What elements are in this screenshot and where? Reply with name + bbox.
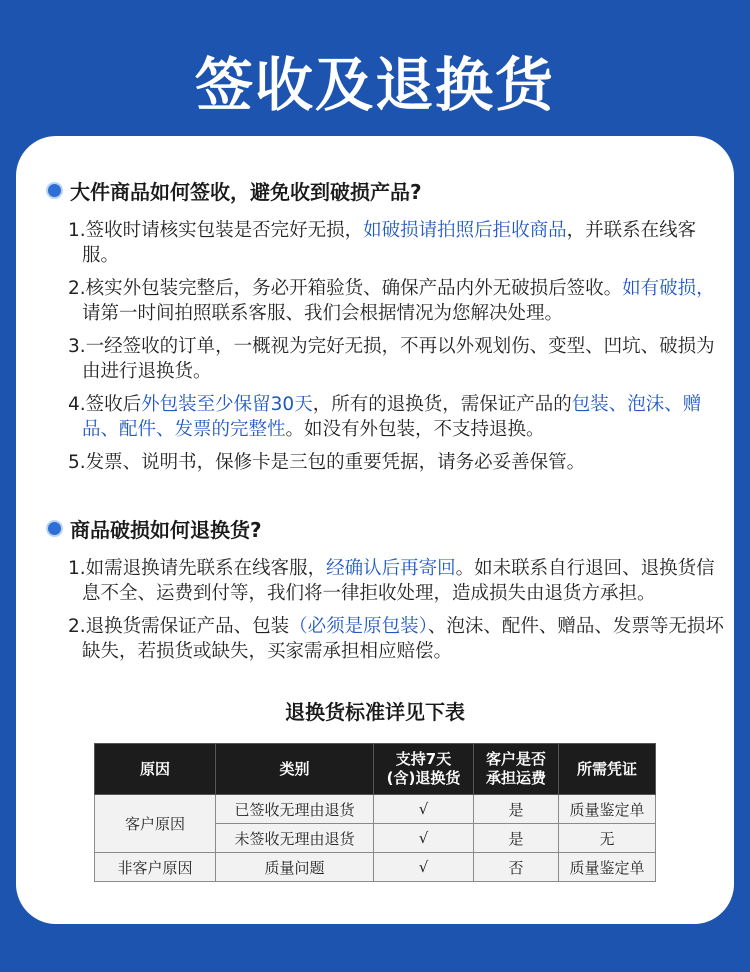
reason-cell: 非客户原因 [95,853,216,882]
support-cell: √ [374,824,474,853]
fee-cell: 是 [474,824,559,853]
table-row [95,853,656,882]
list-item: 2.核实外包装完整后，务必开箱验货、确保产品内外无破损后签收。如有破损，请第一时间拍照联系客服、我们会根据情况为您解决处理。 [68,278,715,324]
proof-cell: 质量鉴定单 [559,853,656,882]
table-header-row [95,744,656,795]
section-returns [46,514,726,672]
header-reason: 原因 [95,744,216,795]
list-item: 1.签收时请核实包装是否完好无损，如破损请拍照后拒收商品，并联系在线客服。 [68,220,697,266]
section-heading-text: 商品破损如何退换货? [70,518,262,542]
fee-cell: 是 [474,795,559,824]
category-cell: 未签收无理由退货 [216,824,374,853]
category-cell: 已签收无理由退货 [216,795,374,824]
support-cell: √ [374,853,474,882]
bullet-dot-icon [46,520,63,537]
fee-cell: 否 [474,853,559,882]
support-cell: √ [374,795,474,824]
list-item: 2.退换货需保证产品、包装（必须是原包装）、泡沫、配件、赠品、发票等无损坏缺失，若损货或缺失，买家需承担相应赔偿。 [68,616,724,662]
proof-cell: 无 [559,824,656,853]
header-proof: 所需凭证 [559,744,656,795]
list-item: 4.签收后外包装至少保留30天，所有的退换货，需保证产品的包装、泡沫、赠品、配件、发票的完整性。如没有外包装，不支持退换。 [68,394,702,440]
bullet-dot-icon [46,182,63,199]
list-item: 5.发票、说明书，保修卡是三包的重要凭据，请务必妥善保管。 [68,452,586,473]
header-category: 类别 [216,744,374,795]
header-shipping-fee: 客户是否 承担运费 [474,744,559,795]
section-heading [46,176,726,205]
section-receiving [46,176,726,483]
section-heading [46,514,726,543]
content-card [16,136,734,924]
return-policy-table [94,743,656,882]
table-row [95,795,656,824]
list-item: 1.如需退换请先联系在线客服，经确认后再寄回。如未联系自行退回、退换货信息不全、运费到付等，我们将一律拒收处理，造成损失由退货方承担。 [68,558,715,604]
table-title: 退换货标准详见下表 [285,700,465,724]
page-title: 签收及退换货 [194,51,555,119]
header-7day-return: 支持7天 (含)退换货 [374,744,474,795]
category-cell: 质量问题 [216,853,374,882]
reason-cell: 客户原因 [95,795,216,853]
list-item: 3.一经签收的订单，一概视为完好无损，不再以外观划伤、变型、凹坑、破损为由进行退换货。 [68,336,715,382]
proof-cell: 质量鉴定单 [559,795,656,824]
section-heading-text: 大件商品如何签收，避免收到破损产品? [70,180,422,204]
